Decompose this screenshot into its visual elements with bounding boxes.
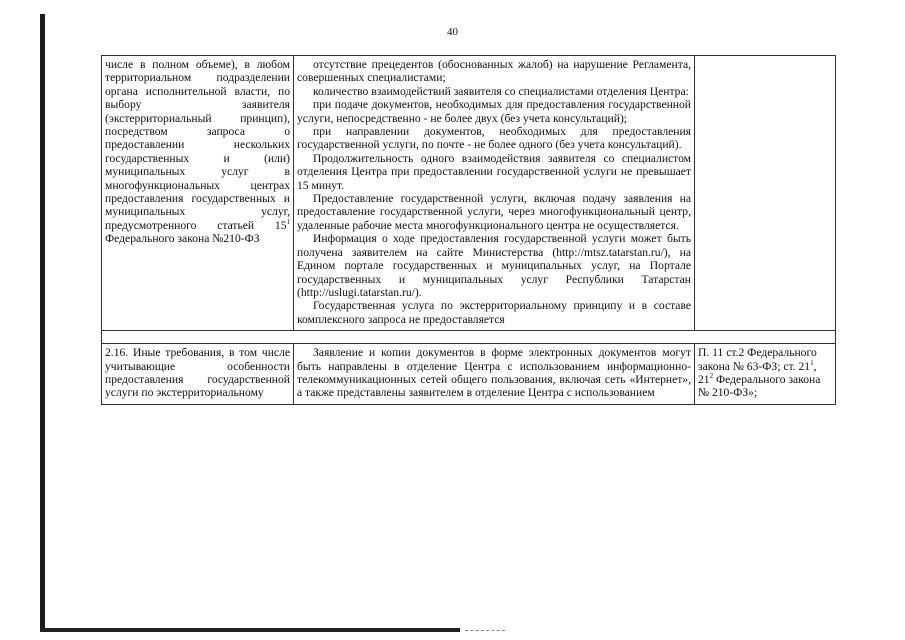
paragraph: Заявление и копии документов в форме электронных документов могут быть направлены в отделение Центра с использованием информационно-телекоммуникационных сетей общего пользования, включая сеть «Интернет», а также представлены заявителем в отделение Центра с использованием: [297, 346, 691, 400]
paragraph: при подаче документов, необходимых для предоставления государственной услуги, непосредственно - не более двух (без учета консультаций);: [297, 98, 691, 125]
table-spacer: [102, 331, 836, 344]
paragraph: отсутствие прецедентов (обоснованных жалоб) на нарушение Регламента, совершенных специалистами;: [297, 58, 691, 85]
scan-edge-dash: [465, 630, 505, 632]
paragraph: Предоставление государственной услуги, включая подачу заявления на предоставление государственной услуги, через многофункциональный центр, удаленные рабочие места многофункционального центра не осуществляется.: [297, 192, 691, 232]
page-number: 40: [447, 26, 458, 38]
row2-content-cell: [294, 344, 695, 405]
row1-requirement-cell: числе в полном объеме), в любом территориальном подразделении органа исполнительной власти, по выбору заявителя (экстерриториальный принцип), посредством запроса о предоставлении нескольких государственных и (или) муниципальных услуг в многофункциональных центрах предоставления государственных и муниципальных услуг, предусмотренного статьей $15^1$ Федерального закона №210-ФЗ: [102, 56, 294, 331]
scan-edge-left: [40, 14, 45, 632]
table-row: [102, 56, 836, 331]
paragraph: при направлении документов, необходимых для предоставления государственной услуги, по почте - не более одного (без учета консультаций).: [297, 125, 691, 152]
paragraph: Продолжительность одного взаимодействия заявителя со специалистом отделения Центра при предоставлении государственной услуги не превышает 15 минут.: [297, 151, 691, 192]
row2-requirement-cell: 2.16. Иные требования, в том числе учитывающие особенности предоставления государственной услуги по экстерриториальному: [102, 344, 294, 405]
paragraph: количество взаимодействий заявителя со специалистами отделения Центра:: [313, 84, 689, 98]
table-row: [102, 344, 836, 405]
row1-reference-cell: [695, 56, 836, 331]
paragraph: Государственная услуга по экстерриториальному принципу и в составе комплексного запроса не предоставляется: [297, 299, 691, 326]
regulation-table: [101, 55, 836, 405]
row1-content-cell: [294, 56, 695, 331]
scan-edge-bottom: [40, 628, 460, 632]
paragraph: Информация о ходе предоставления государственной услуги может быть получена заявителем на сайте Министерства (http://mtsz.tatarstan.ru/), на Едином портале государственных и муниципальных услуг, на Портале государственных и муниципальных услуг Республики Татарстан (http://uslugi.tatarstan.ru/).: [297, 232, 691, 299]
row2-reference-cell: П. 11 ст.2 Федерального закона № 63-ФЗ; ст. $21^1$, $21^2$ Федерального закона № 210-ФЗ»;: [695, 344, 836, 405]
